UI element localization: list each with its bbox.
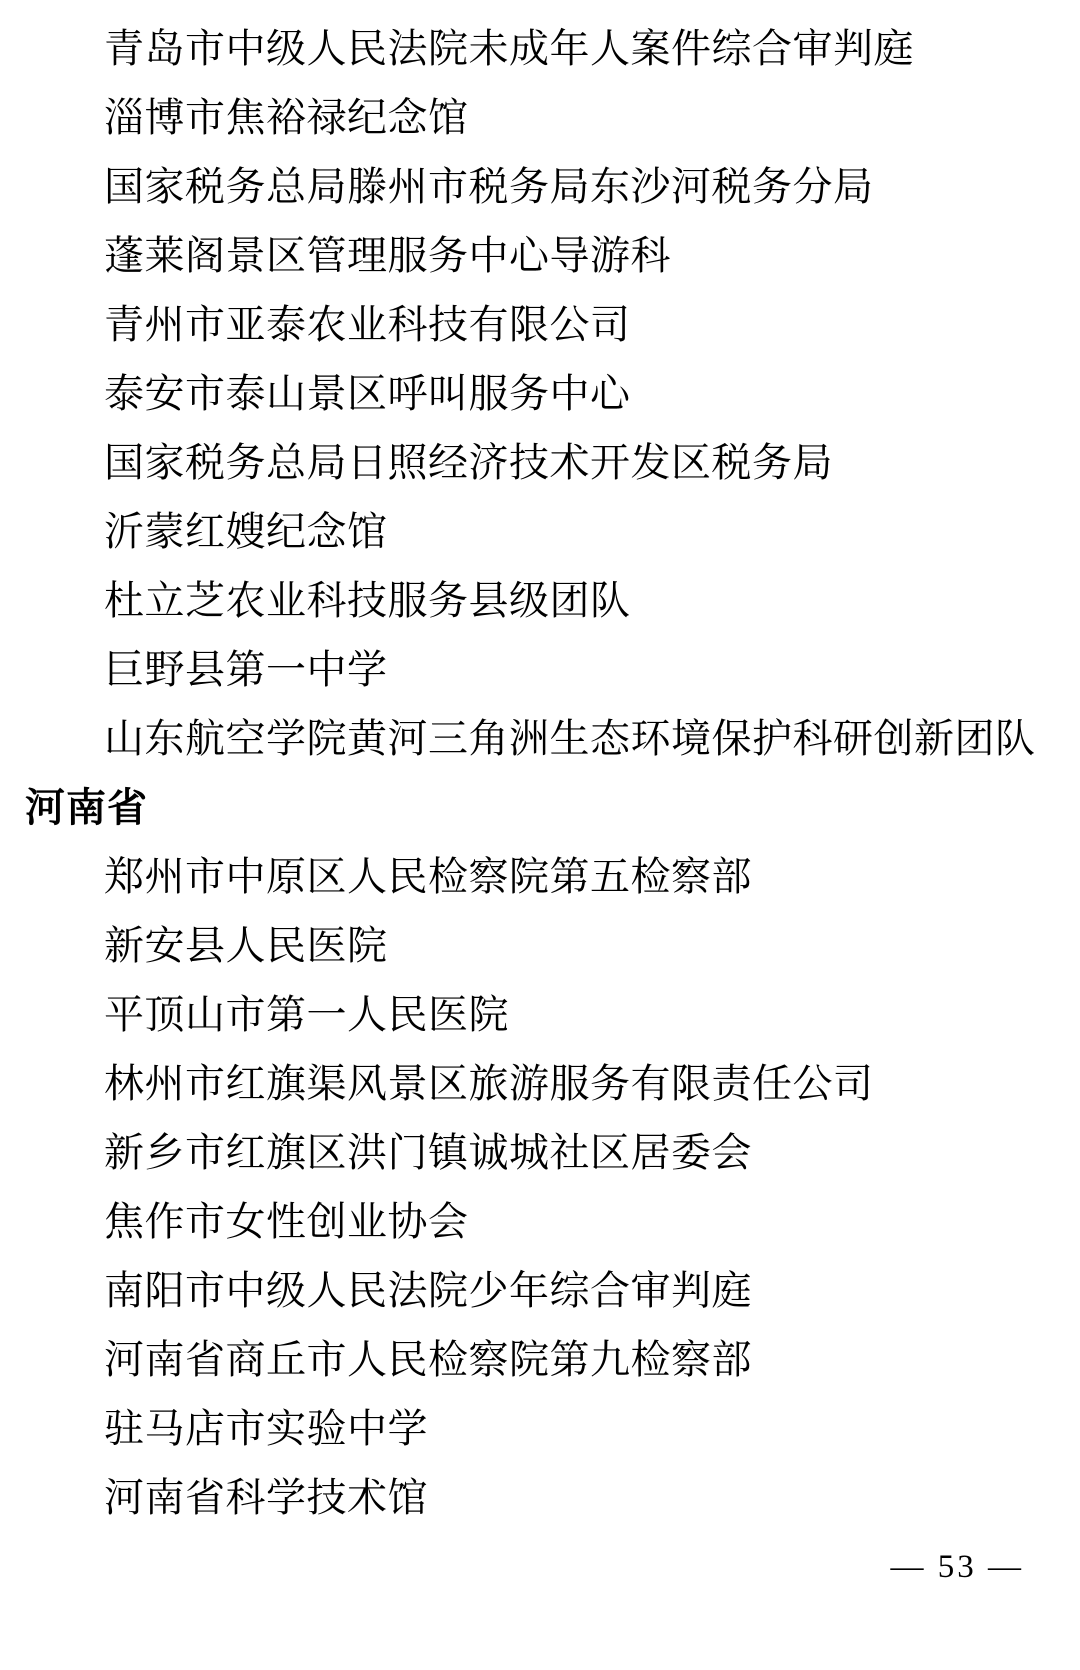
list-item: 泰安市泰山景区呼叫服务中心 — [104, 371, 631, 416]
list-item: 河南省科学技术馆 — [104, 1475, 428, 1520]
org-list-henan — [0, 839, 1080, 1529]
list-item: 平顶山市第一人民医院 — [104, 992, 509, 1037]
org-list-continued — [0, 11, 1080, 770]
list-item: 南阳市中级人民法院少年综合审判庭 — [104, 1268, 752, 1313]
list-item: 青州市亚泰农业科技有限公司 — [104, 302, 631, 347]
list-item: 山东航空学院黄河三角洲生态环境保护科研创新团队 — [104, 716, 1036, 761]
list-item: 淄博市焦裕禄纪念馆 — [104, 95, 469, 140]
list-item: 国家税务总局滕州市税务局东沙河税务分局 — [104, 164, 874, 209]
list-item: 驻马店市实验中学 — [104, 1406, 428, 1451]
list-item: 新安县人民医院 — [104, 923, 388, 968]
list-item: 郑州市中原区人民检察院第五检察部 — [104, 854, 752, 899]
list-item: 新乡市红旗区洪门镇诚城社区居委会 — [104, 1130, 752, 1175]
page-number: — 53 — — [890, 1549, 1024, 1585]
list-item: 沂蒙红嫂纪念馆 — [104, 509, 388, 554]
list-item: 蓬莱阁景区管理服务中心导游科 — [104, 233, 671, 278]
province-header-henan: 河南省 — [25, 786, 148, 830]
list-item: 焦作市女性创业协会 — [104, 1199, 469, 1244]
list-item: 国家税务总局日照经济技术开发区税务局 — [104, 440, 833, 485]
list-item: 林州市红旗渠风景区旅游服务有限责任公司 — [104, 1061, 874, 1106]
list-item: 杜立芝农业科技服务县级团队 — [104, 578, 631, 623]
list-item: 巨野县第一中学 — [104, 647, 388, 692]
list-item: 河南省商丘市人民检察院第九检察部 — [104, 1337, 752, 1382]
list-item: 青岛市中级人民法院未成年人案件综合审判庭 — [104, 26, 914, 71]
